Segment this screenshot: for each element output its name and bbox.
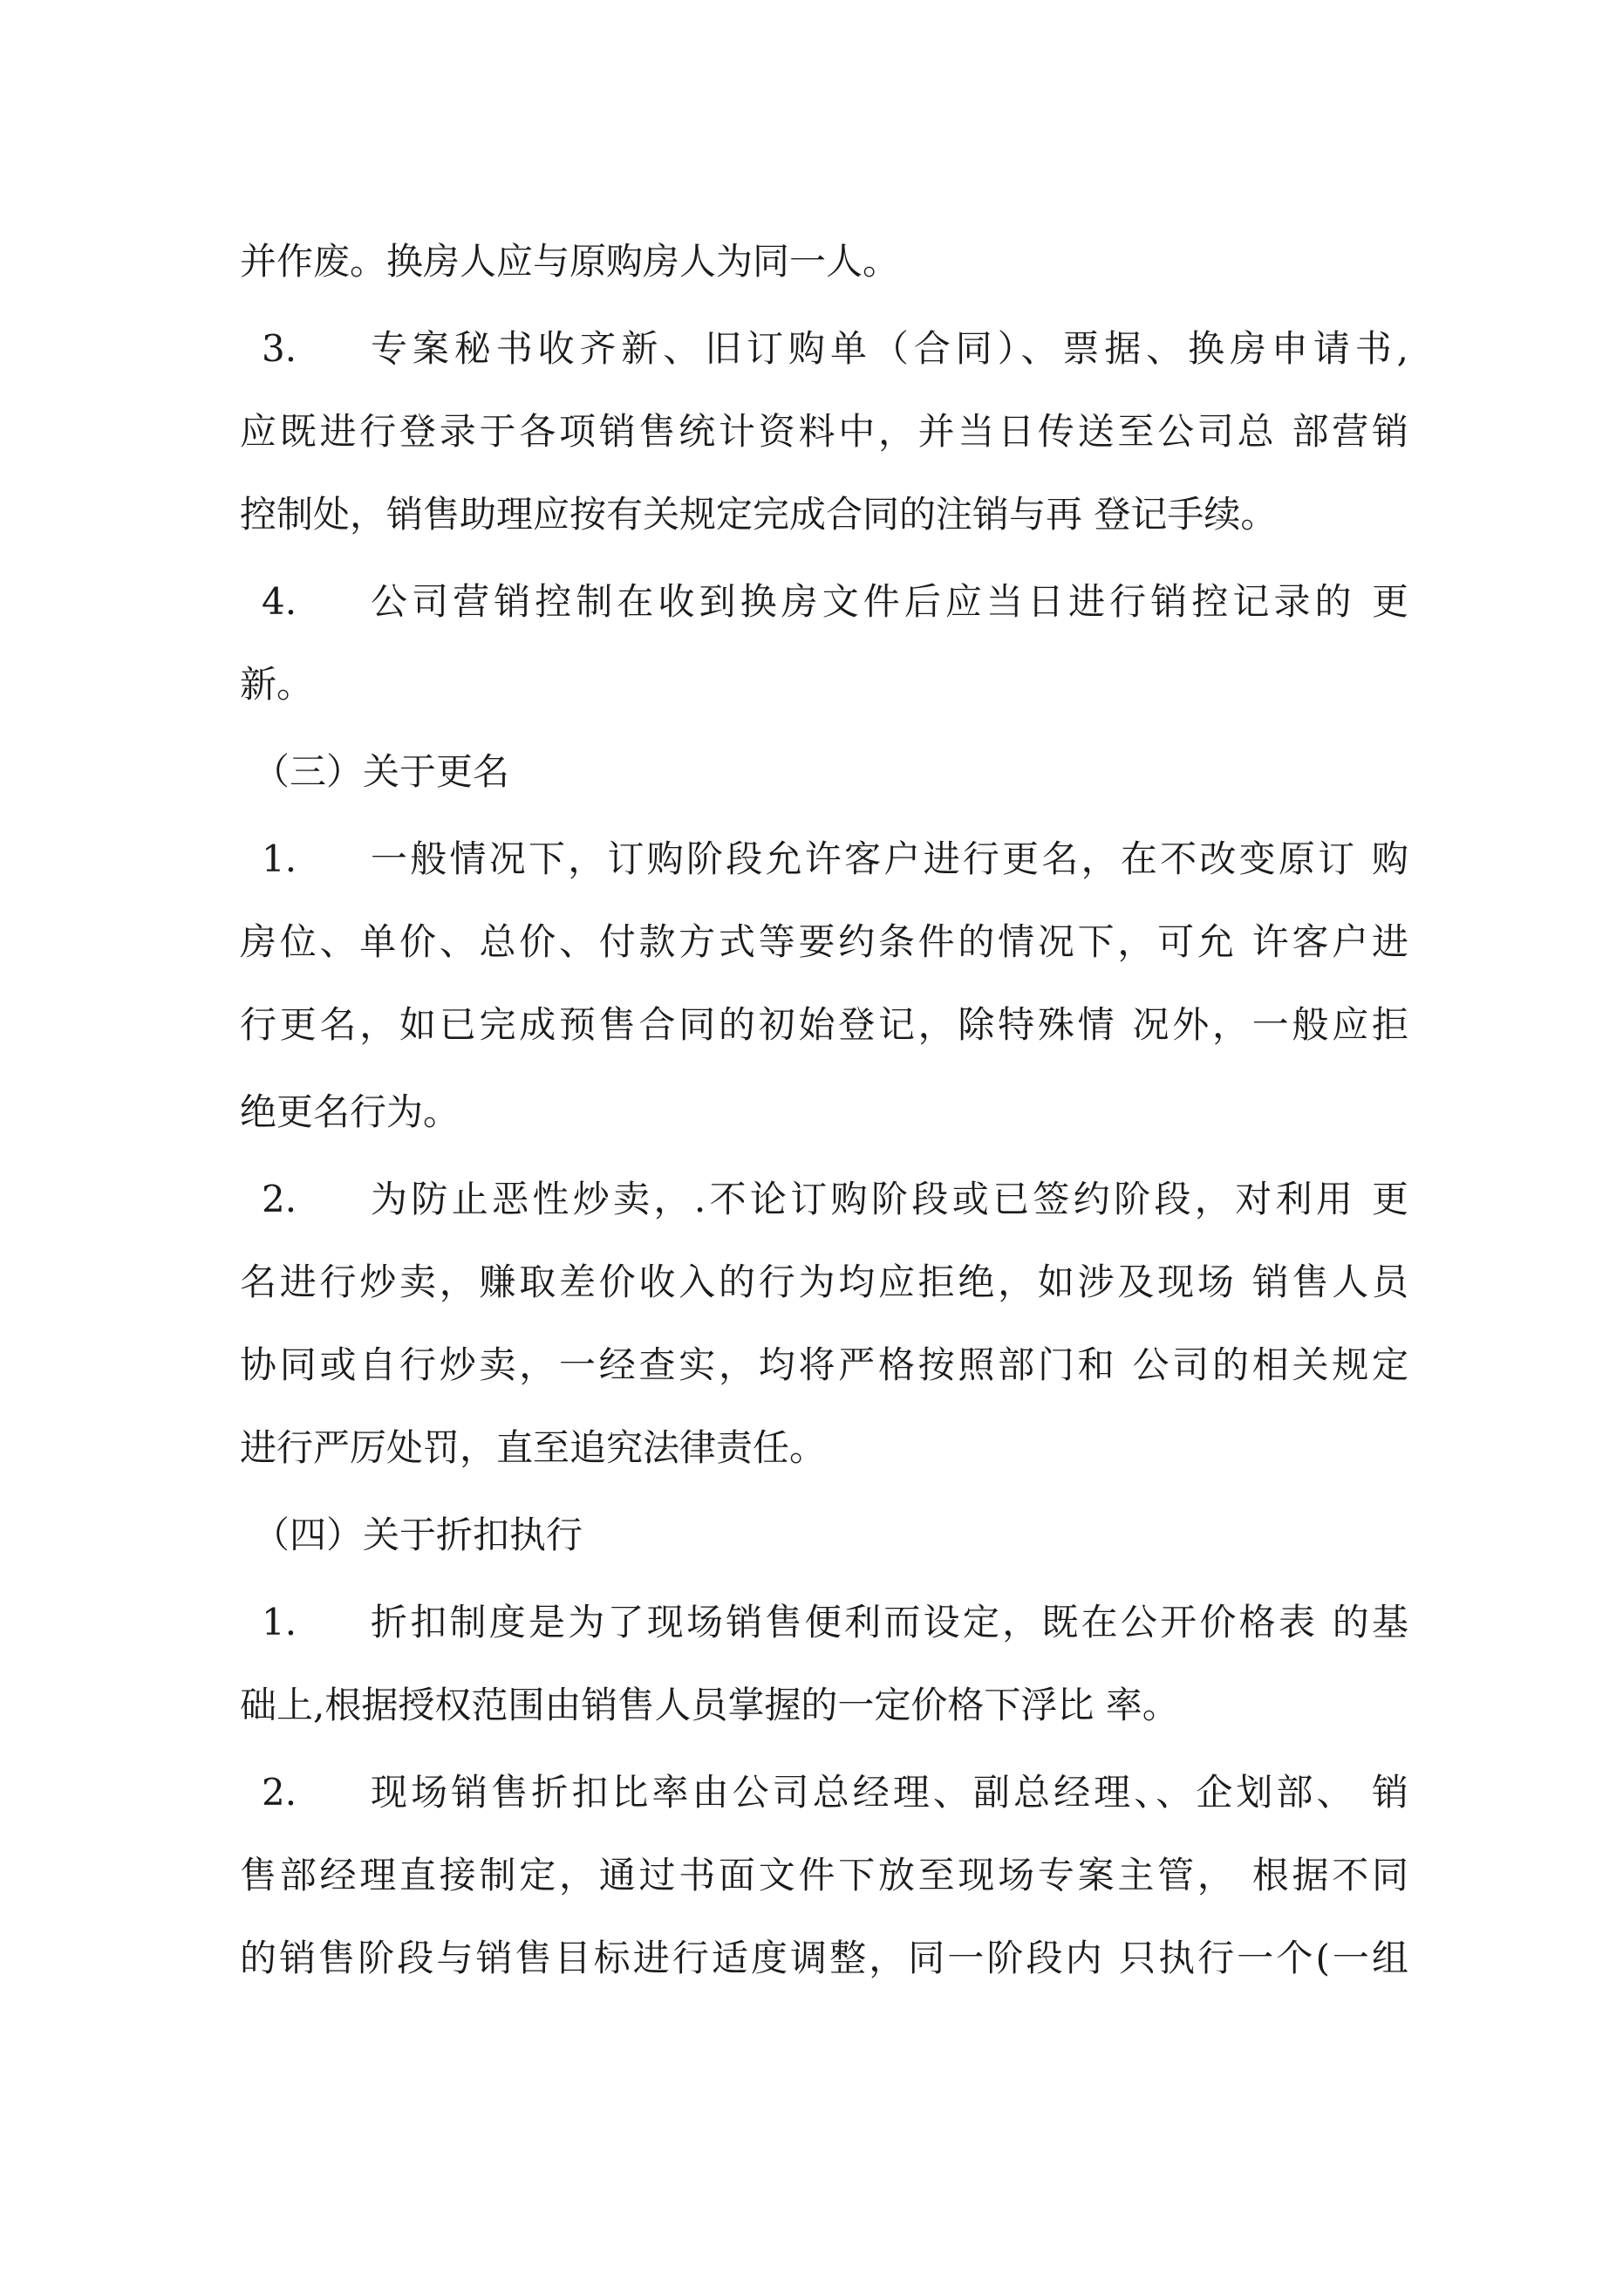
paragraph-line: 新。 (240, 663, 314, 706)
paragraph-line: 进行严厉处罚，直至追究法律责任。 (240, 1426, 827, 1469)
section-heading: （三）关于更名 (253, 750, 510, 793)
paragraph-line: 折扣制度是为了现场销售便利而设定，既在公开价格表 的基 (371, 1601, 1408, 1643)
paragraph-line: 应既进行登录于各项销售统计资料中，并当日传送至公司总 部营销 (240, 410, 1408, 453)
paragraph-line: 控制处，销售助理应按有关规定完成合同的注销与再 登记手续。 (240, 493, 1278, 536)
paragraph-line: 公司营销控制在收到换房文件后应当日进行销控记录的 更 (371, 580, 1408, 623)
paragraph-line: 房位、单价、总价、付款方式等要约条件的情况下，可允 许客户进 (240, 920, 1408, 963)
list-number: 2. (262, 1178, 297, 1220)
paragraph-line: 础上,根据授权范围由销售人员掌握的一定价格下浮比 率。 (240, 1684, 1179, 1726)
list-number: 4. (262, 580, 297, 623)
list-number: 1. (262, 1601, 297, 1643)
paragraph-line: 绝更名行为。 (240, 1090, 460, 1133)
paragraph-line: 一般情况下，订购阶段允许客户进行更名，在不改变原订 购 (371, 837, 1408, 880)
paragraph-line: 并作废。换房人应与原购房人为同一人。 (240, 240, 900, 283)
paragraph-line: 行更名，如已完成预售合同的初始登记，除特殊情 况外，一般应拒 (240, 1003, 1408, 1046)
paragraph-line: 专案秘书收齐新、旧订购单（合同）、票据、换房申请书, (371, 327, 1408, 370)
paragraph-line: 为防止恶性炒卖，.不论订购阶段或已签约阶段，对利用 更 (371, 1178, 1408, 1220)
list-number: 3. (262, 327, 297, 370)
paragraph-line: 售部经理直接制定，通过书面文件下放至现场专案主管， 根据不同 (240, 1854, 1408, 1896)
list-number: 2. (262, 1771, 297, 1814)
list-number: 1. (262, 837, 297, 880)
paragraph-line: 协同或自行炒卖，一经查实，均将严格按照部门和 公司的相关规定 (240, 1343, 1408, 1386)
paragraph-line: 的销售阶段与销售目标进行适度调整，同一阶段内 只执行一个(一组 (240, 1937, 1408, 1979)
paragraph-line: 名进行炒卖，赚取差价收入的行为均应拒绝，如涉及现场 销售人员 (240, 1261, 1408, 1303)
section-heading: （四）关于折扣执行 (253, 1514, 583, 1556)
paragraph-line: 现场销售折扣比率由公司总经理、副总经理、、企划部、 销 (371, 1771, 1408, 1814)
